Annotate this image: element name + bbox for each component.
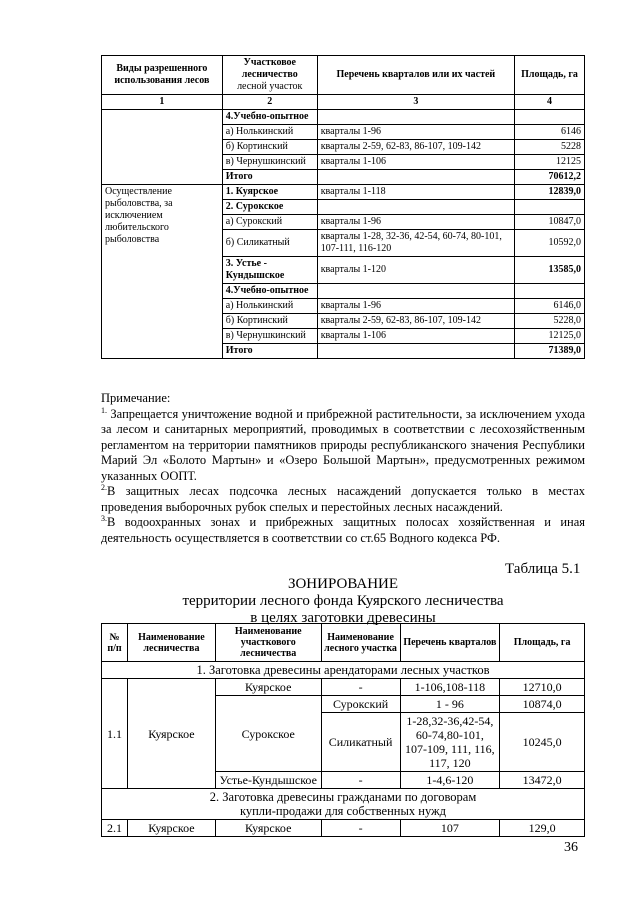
area: 10874,0 <box>500 696 585 713</box>
area: 13585,0 <box>515 257 585 284</box>
district-name: 3. Устье - Кундышское <box>222 257 317 284</box>
district-name: Устье-Кундышское <box>215 772 321 789</box>
col-number: 2 <box>222 95 317 110</box>
quarters: кварталы 2-59, 62-83, 86-107, 109-142 <box>317 140 514 155</box>
header-usage: Виды разрешенного использования лесов <box>102 56 223 95</box>
district-name: Итого <box>222 170 317 185</box>
header-quarters: Перечень кварталов или их частей <box>317 56 514 95</box>
header-plot: Наименование лесного участка <box>321 624 400 662</box>
quarters: 1-28,32-36,42-54, 60-74,80-101, 107-109, 111, 116, 117, 120 <box>400 713 500 772</box>
area: 5228 <box>515 140 585 155</box>
quarters: кварталы 1-106 <box>317 155 514 170</box>
district-name: б) Силикатный <box>222 230 317 257</box>
note <box>101 391 585 546</box>
row-number: 1.1 <box>102 679 128 789</box>
area: 6146 <box>515 125 585 140</box>
quarters: кварталы 1-106 <box>317 329 514 344</box>
area: 71389,0 <box>515 344 585 359</box>
area: 12839,0 <box>515 185 585 200</box>
header-area: Площадь, га <box>500 624 585 662</box>
quarters <box>317 110 514 125</box>
header-forestry: Наименование лесничества <box>127 624 215 662</box>
quarters: 1-4,6-120 <box>400 772 500 789</box>
forestry-name: Куярское <box>127 820 215 837</box>
row-number: 2.1 <box>102 820 128 837</box>
quarters <box>317 170 514 185</box>
plot-name: Сурокский <box>321 696 400 713</box>
district-name: Итого <box>222 344 317 359</box>
plot-name: - <box>321 820 400 837</box>
quarters: кварталы 1-118 <box>317 185 514 200</box>
col-number: 3 <box>317 95 514 110</box>
district-name: а) Сурокский <box>222 215 317 230</box>
district-name: б) Кортинский <box>222 140 317 155</box>
note-title: Примечание: <box>101 391 171 405</box>
area: 5228,0 <box>515 314 585 329</box>
quarters: 1-106,108-118 <box>400 679 500 696</box>
header-num: № п/п <box>102 624 128 662</box>
area: 12125,0 <box>515 329 585 344</box>
district-name: а) Нолькинский <box>222 125 317 140</box>
plot-name: - <box>321 772 400 789</box>
forest-use-table <box>101 55 585 359</box>
note-1: $^{1.}$ Запрещается уничтожение водной и прибрежной растительности, за исключением ухода за лесом и санитарных мероприятий, проводимых в соответствии с лесохозяйственным регламентом на территории памятников природы республиканского значения Республики Марий Эл «Болото Мартын» и «Озеро Большой Мартын», предусмотренных режимом указанных ООПТ. <box>101 405 585 483</box>
district-name: б) Кортинский <box>222 314 317 329</box>
note-2: $^{2.}$В защитных лесах подсочка лесных насаждений допускается только в местах проведения выборочных рубок спелых и перестойных лесных насаждений. <box>101 482 585 514</box>
plot-name: - <box>321 679 400 696</box>
table-row <box>102 110 585 125</box>
forestry-name: Куярское <box>127 679 215 789</box>
quarters: кварталы 1-96 <box>317 215 514 230</box>
section-title: 2. Заготовка древесины гражданами по договорам купли-продажи для собственных нужд <box>102 789 585 820</box>
district-name: 4.Учебно-опытное <box>222 110 317 125</box>
district-name: Куярское <box>215 679 321 696</box>
area <box>515 284 585 299</box>
quarters <box>317 284 514 299</box>
quarters: 107 <box>400 820 500 837</box>
area: 10245,0 <box>500 713 585 772</box>
area: 12125 <box>515 155 585 170</box>
quarters: кварталы 1-96 <box>317 125 514 140</box>
district-name: 4.Учебно-опытное <box>222 284 317 299</box>
table-title: ЗОНИРОВАНИЕ территории лесного фонда Куярского лесничества в целях заготовки древесины <box>182 576 504 626</box>
note-3: $^{3.}$В водоохранных зонах и прибрежных защитных полосах хозяйственная и иная деятельность осуществляется в соответствии со ст.65 Водного кодекса РФ. <box>101 513 585 545</box>
quarters: кварталы 1-96 <box>317 299 514 314</box>
table-row <box>102 185 585 200</box>
col-number: 4 <box>515 95 585 110</box>
page-number: 36 <box>564 840 578 855</box>
quarters <box>317 200 514 215</box>
area: 10847,0 <box>515 215 585 230</box>
quarters: 1 - 96 <box>400 696 500 713</box>
area <box>515 110 585 125</box>
header-area: Площадь, га <box>515 56 585 95</box>
area: 12710,0 <box>500 679 585 696</box>
header-quarters: Перечень кварталов <box>400 624 500 662</box>
zoning-table <box>101 623 585 837</box>
area: 10592,0 <box>515 230 585 257</box>
quarters: кварталы 2-59, 62-83, 86-107, 109-142 <box>317 314 514 329</box>
table-number: Таблица 5.1 <box>505 561 581 577</box>
district-name: в) Чернушкинский <box>222 155 317 170</box>
quarters: кварталы 1-120 <box>317 257 514 284</box>
quarters: кварталы 1-28, 32-36, 42-54, 60-74, 80-101, 107-111, 116-120 <box>317 230 514 257</box>
area: 6146,0 <box>515 299 585 314</box>
area: 70612,2 <box>515 170 585 185</box>
usage-type: Осуществление рыболовства, за исключением любительского рыболовства <box>102 185 223 359</box>
district-name: Сурокское <box>215 696 321 772</box>
area <box>515 200 585 215</box>
header-district: Наименование участкового лесничества <box>215 624 321 662</box>
area: 13472,0 <box>500 772 585 789</box>
district-name: Куярское <box>215 820 321 837</box>
district-name: 1. Куярское <box>222 185 317 200</box>
plot-name: Силикатный <box>321 713 400 772</box>
quarters <box>317 344 514 359</box>
district-name: в) Чернушкинский <box>222 329 317 344</box>
district-name: а) Нолькинский <box>222 299 317 314</box>
district-name: 2. Сурокское <box>222 200 317 215</box>
section-title: 1. Заготовка древесины арендаторами лесных участков <box>102 662 585 679</box>
area: 129,0 <box>500 820 585 837</box>
col-number: 1 <box>102 95 223 110</box>
header-district: Участковое лесничество лесной участок <box>222 56 317 95</box>
